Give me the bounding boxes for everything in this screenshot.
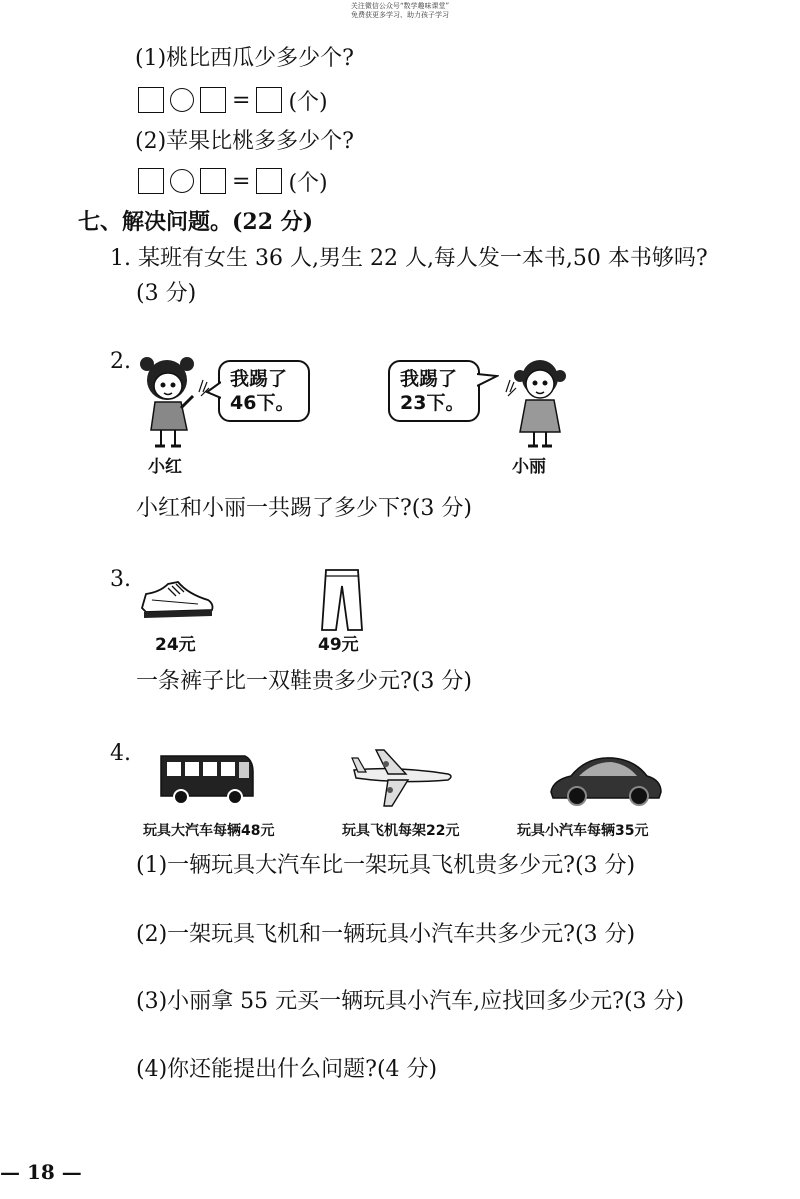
unit-label: (个) — [288, 170, 328, 196]
pants-price-label: 49元 — [318, 635, 359, 655]
bubble-line: 46下。 — [230, 392, 295, 414]
problem-4-sub-2: (2)一架玩具飞机和一辆玩具小汽车共多少元?(3 分) — [136, 922, 636, 947]
bubble-tail-icon — [477, 370, 499, 392]
toy-plane-illustration — [348, 748, 456, 810]
equation-row-2 — [138, 166, 328, 196]
girl-xiaoli-illustration — [498, 352, 578, 452]
toy-bus-illustration — [157, 752, 257, 806]
section-heading: 七、解决问题。(22 分) — [78, 209, 314, 235]
problem-4-sub-3: (3)小丽拿 55 元买一辆玩具小汽车,应找回多少元?(3 分) — [136, 989, 685, 1014]
bus-caption: 玩具大汽车每辆48元 — [143, 823, 275, 839]
problem-3-number: 3. — [110, 567, 131, 592]
page-number: — 18 — — [0, 1160, 82, 1184]
shoe-price-label: 24元 — [155, 635, 196, 655]
problem-1-line-1: 1. 某班有女生 36 人,男生 22 人,每人发一本书,50 本书够吗? — [110, 246, 708, 271]
unit-label: (个) — [288, 89, 328, 115]
equals-sign: = — [232, 168, 251, 194]
problem-2-number: 2. — [110, 349, 131, 374]
operator-circle[interactable] — [170, 88, 194, 112]
speech-bubble-xiaohong — [218, 360, 310, 422]
problem-4-sub-1: (1)一辆玩具大汽车比一架玩具飞机贵多少元?(3 分) — [136, 853, 636, 878]
speech-bubble-xiaoli — [388, 360, 480, 422]
answer-box[interactable] — [256, 168, 282, 194]
answer-box[interactable] — [200, 87, 226, 113]
operator-circle[interactable] — [170, 169, 194, 193]
equals-sign: = — [232, 87, 251, 113]
answer-box[interactable] — [138, 168, 164, 194]
bubble-line: 我踢了 — [400, 368, 458, 390]
answer-box[interactable] — [138, 87, 164, 113]
answer-box[interactable] — [200, 168, 226, 194]
name-label-xiaohong: 小红 — [148, 457, 182, 477]
problem-1-line-2: (3 分) — [136, 281, 197, 306]
bubble-line: 23下。 — [400, 392, 465, 414]
pants-illustration — [320, 568, 364, 632]
watermark-line-1: 关注微信公众号“数学趣味课堂” — [350, 2, 450, 10]
problem-4-sub-4: (4)你还能提出什么问题?(4 分) — [136, 1057, 438, 1082]
part6-question-1: (1)桃比西瓜少多少个? — [135, 46, 354, 71]
problem-3-question: 一条裤子比一双鞋贵多少元?(3 分) — [136, 669, 472, 694]
name-label-xiaoli: 小丽 — [512, 457, 546, 477]
part6-question-2: (2)苹果比桃多多少个? — [135, 129, 354, 154]
problem-2-question: 小红和小丽一共踢了多少下?(3 分) — [136, 496, 472, 521]
equation-row-1 — [138, 85, 328, 115]
girl-xiaohong-illustration — [133, 352, 213, 452]
plane-caption: 玩具飞机每架22元 — [342, 823, 460, 839]
sneakers-illustration — [138, 572, 216, 620]
answer-box[interactable] — [256, 87, 282, 113]
problem-4-number: 4. — [110, 741, 131, 766]
watermark-line-2: 免费获更多学习、助力孩子学习 — [351, 11, 449, 19]
bubble-line: 我踢了 — [230, 368, 288, 390]
bubble-tail-icon — [205, 380, 221, 400]
toy-car-illustration — [547, 752, 665, 808]
car-caption: 玩具小汽车每辆35元 — [517, 823, 649, 839]
